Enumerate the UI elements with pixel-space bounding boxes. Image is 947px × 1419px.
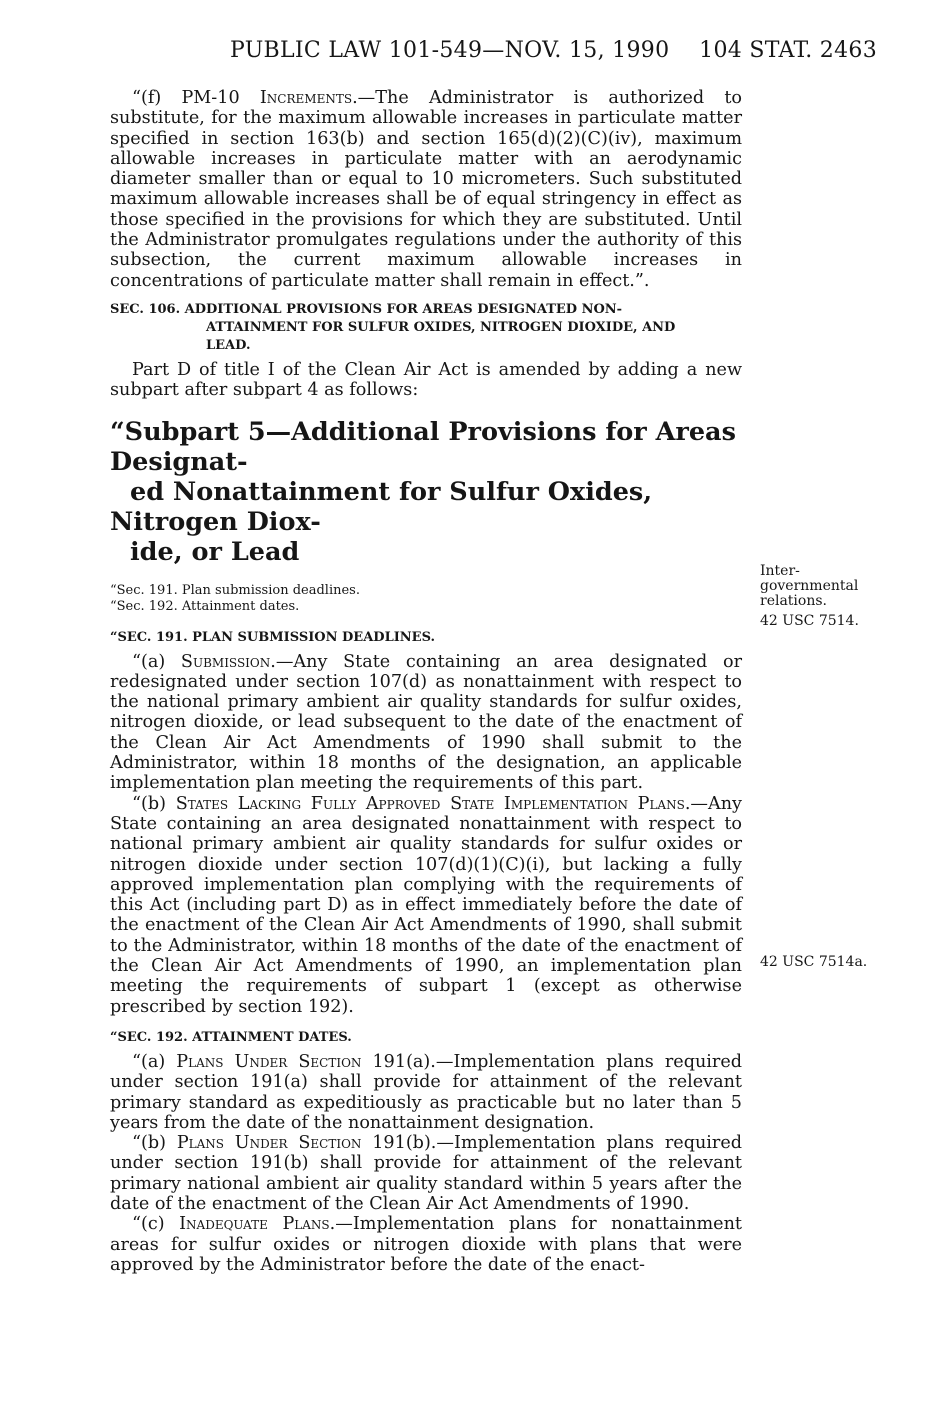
body-column <box>110 88 742 1275</box>
section-192-a-text: —Implementation plans required under section 191(a) shall provide for attainment of the relevant primary standard as expeditiously as practicable but no later than 5 years from the date of the nonattainment designation. <box>110 1051 742 1133</box>
section-192-c-lead: “(c) <box>132 1214 165 1235</box>
section-192-a <box>110 1052 742 1133</box>
section-191-heading: “SEC. 191. PLAN SUBMISSION DEADLINES. <box>110 629 436 645</box>
running-header <box>200 38 877 72</box>
toc-entry: “Sec. 191. Plan submission deadlines. <box>110 582 360 598</box>
section-191-b-text: .—Any State containing an area designated nonattainment with respect to national primary ambient air quality standards for sulfur oxides or nitrogen dioxide under section 107(d)(1)(C)(i), but lacking a fully approved implementation plan complying with the requirements of this Act (including part D) as in effect immediately before the date of the enactment of the Clean Air Act Amendments of 1990, shall submit to the Administrator, within 18 months of the date of the enactment of the Clean Air Act Amendments of 1990, an implementation plan meeting the requirements of subpart 1 (except as otherwise prescribed by section 192). <box>110 793 742 1017</box>
section-192-c-caption: Inadequate Plans <box>179 1214 330 1235</box>
section-192-a-caption: Plans Under Section <box>176 1051 362 1072</box>
margin-note-line: Inter- <box>760 563 800 579</box>
section-192-c <box>110 1214 742 1275</box>
paragraph-f-text: .—The Administrator is authorized to substitute, for the maximum allowable increases in particulate matter specified in section 163(b) and section 165(d)(2)(C)(iv), maximum allowable increases in particulate matter with an aerodynamic diameter smaller than or equal to 10 micrometers. Such substituted maximum allowable increases shall be of equal stringency in effect as those specified in the provisions for which they are substituted. Until the Administrator promulgates regulations under the authority of this subsection, the current maximum allowable increases in concentrations of particulate matter shall remain in effect.”. <box>110 88 742 291</box>
margin-note-intergovernmental <box>760 564 858 609</box>
subpart-title-line3: ide, or Lead <box>130 536 300 567</box>
section-192-b-lead: “(b) <box>132 1133 166 1154</box>
stat-page-number: 104 STAT. 2463 <box>699 38 877 63</box>
section-191-a-text: .—Any State containing an area designated or redesignated under section 107(d) as nonattainment with respect to the national primary ambient air quality standards for sulfur oxides, nitrogen dioxide, or lead subsequent to the date of the enactment of the Clean Air Act Amendments of 1990 shall submit to the Administrator, within 18 months of the designation, an applicable implementation plan meeting the requirements of this part. <box>110 651 743 794</box>
margin-note-line: relations. <box>760 593 827 609</box>
section-192-b-text: —Implementation plans required under section 191(b) shall provide for attainment of the relevant primary national ambient air quality standard within 5 years after the date of the enactment of the Clean Air Act Amendments of 1990. <box>110 1133 743 1214</box>
law-citation: PUBLIC LAW 101-549—NOV. 15, 1990 <box>230 38 670 63</box>
section-191-a-caption: Submission <box>180 651 271 672</box>
section-192-heading: “SEC. 192. ATTAINMENT DATES. <box>110 1029 352 1045</box>
section-192-a-lead: “(a) <box>132 1051 166 1072</box>
section-192-b-caption: Plans Under Section <box>176 1133 362 1154</box>
paragraph-f-lead: “(f) PM-10 <box>132 88 240 108</box>
section-191-b-caption: States Lacking Fully Approved State Implementation Plans <box>175 793 685 814</box>
margin-note-usc-7514a: 42 USC 7514a. <box>760 954 868 970</box>
section-106-heading-line2: ATTAINMENT FOR SULFUR OXIDES, NITROGEN DIOXIDE, AND <box>206 319 676 335</box>
paragraph-f <box>110 88 742 291</box>
subpart-5-title <box>110 417 742 567</box>
section-192-b-caption-ref: 191(b). <box>361 1133 437 1154</box>
section-106-heading-line3: LEAD. <box>206 337 251 353</box>
section-191-b-lead: “(b) <box>132 793 166 814</box>
section-191-a <box>110 652 742 794</box>
subpart-title-line1: “Subpart 5—Additional Provisions for Areas Designat- <box>110 416 736 477</box>
section-191-a-lead: “(a) <box>132 651 166 672</box>
section-106-heading <box>110 301 742 355</box>
toc-entry: “Sec. 192. Attainment dates. <box>110 598 300 614</box>
section-106-intro: Part D of title I of the Clean Air Act is amended by adding a new subpart after subpart 4 as follows: <box>110 359 742 401</box>
paragraph-f-caption: Increments <box>259 88 353 108</box>
subpart-title-line2: ed Nonattainment for Sulfur Oxides, Nitrogen Diox- <box>110 476 653 537</box>
margin-note-usc-7514: 42 USC 7514. <box>760 613 859 629</box>
section-192-a-caption-ref: 191(a). <box>361 1051 436 1072</box>
margin-note-line: governmental <box>760 578 859 594</box>
section-191-b <box>110 794 742 1017</box>
section-192-b <box>110 1133 742 1214</box>
section-106-heading-line1: SEC. 106. ADDITIONAL PROVISIONS FOR AREAS DESIGNATED NON- <box>110 301 623 317</box>
table-of-contents <box>110 583 742 615</box>
section-192-c-text: .—Implementation plans for nonattainment areas for sulfur oxides or nitrogen dioxide with plans that were approved by the Administrator before the date of the enact- <box>110 1214 742 1275</box>
